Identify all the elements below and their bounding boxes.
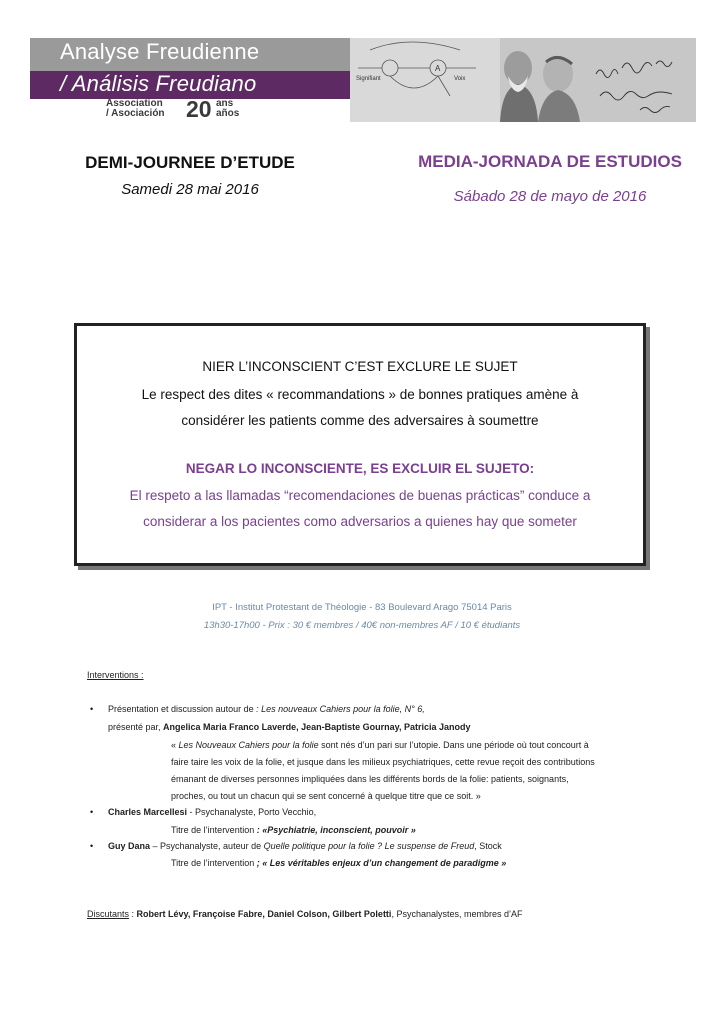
item1-presented-by: présenté par, (108, 722, 164, 732)
anniversary-number: 20 (186, 96, 212, 122)
theme-line-es-1: El respeto a las llamadas “recomendaciones de buenas prácticas” conduce a (129, 488, 591, 503)
diagram-label-a: A (435, 64, 441, 73)
venue-hours-price: 13h30-17h00 - Prix : 30 € membres / 40€ non-membres AF / 10 € étudiants (203, 620, 521, 631)
item3-name: Guy Dana (108, 841, 151, 851)
item3-desc: – Psychanalyste, auteur de (150, 841, 264, 851)
discutants-names: Robert Lévy, Françoise Fabre, Daniel Colson, Gilbert Poletti (136, 909, 392, 919)
diagram-label-signifiant: Signifiant (356, 76, 381, 82)
years-fr: ans (216, 98, 234, 109)
bullet-2: • (90, 807, 94, 817)
item3-title-line (171, 858, 506, 868)
association-fr: Association (106, 98, 163, 109)
item3-title-label: Titre de l’intervention (171, 858, 257, 868)
banner-association (106, 99, 165, 119)
discutants-sep: : (129, 909, 137, 919)
venue-address: IPT - Institut Protestant de Théologie - 83 Boulevard Arago 75014 Paris (212, 602, 512, 613)
quote-journal-title: Les Nouveaux Cahiers pour la folie (178, 740, 319, 750)
theme-heading-es: NEGAR LO INCONSCIENTE, ES EXCLUIR EL SUJETO: (185, 461, 535, 476)
title-es: MEDIA-JORNADA DE ESTUDIOS (418, 152, 682, 171)
theme-box (74, 323, 646, 566)
item3-book: Quelle politique pour la folie ? Le suspense de Freud (263, 841, 475, 851)
item1-intro-text: Présentation et discussion autour de (108, 704, 257, 714)
discutants-line (87, 909, 522, 919)
association-es: / Asociación (106, 108, 165, 119)
interventions-label: Interventions : (87, 670, 144, 680)
item3-title: ; « Les véritables enjeux d’un changement de paradigme » (256, 858, 507, 868)
item1-presenter-names: Angelica Maria Franco Laverde, Jean-Baptiste Gournay, Patricia Janody (163, 722, 471, 732)
bullet-3: • (90, 841, 94, 851)
item1-book-title: : Les nouveaux Cahiers pour la folie, N° 6, (256, 704, 425, 714)
title-fr: DEMI-JOURNEE D’ETUDE (85, 153, 295, 172)
item3-publisher: , Stock (474, 841, 502, 851)
item2-title: : «Psychiatrie, inconscient, pouvoir » (256, 825, 416, 835)
item1-quote-line-3: émanant de diverses personnes impliquées dans les différents bords de la folie: patients, soignants, (171, 774, 569, 784)
date-fr: Samedi 28 mai 2016 (121, 181, 259, 198)
banner-title-fr: Analyse Freudienne (60, 39, 260, 64)
quote-text-1: sont nés d’un pari sur l’utopie. Dans une période où tout concourt à (318, 740, 589, 750)
discutants-rest: , Psychanalystes, membres d’AF (391, 909, 523, 919)
item2-name: Charles Marcellesi (108, 807, 188, 817)
quote-open: « (171, 740, 179, 750)
bullet-1: • (90, 704, 94, 714)
theme-line-fr-1: Le respect des dites « recommandations » de bonnes pratiques amène à (141, 387, 579, 402)
theme-heading-fr: NIER L’INCONSCIENT C’EST EXCLURE LE SUJET (202, 359, 518, 374)
years-es: años (216, 108, 240, 119)
banner-collage-image (350, 38, 696, 122)
item1-quote-line-1 (171, 740, 589, 750)
discutants-label: Discutants (87, 909, 130, 919)
item2-speaker (108, 807, 316, 817)
diagram-label-voix: Voix (454, 76, 466, 82)
item2-desc: - Psychanalyste, Porto Vecchio, (187, 807, 317, 817)
header-banner (30, 38, 696, 122)
banner-title-es: / Análisis Freudiano (60, 71, 257, 96)
theme-line-es-2: considerar a los pacientes como adversarios a quienes hay que someter (143, 514, 577, 529)
item1-quote-line-4: proches, ou tout un chacun qui se sent concerné à quelque titre que ce soit. » (171, 791, 481, 801)
item1-quote-line-2: faire taire les voix de la folie, et jusque dans les milieux psychiatriques, cette revue reçoit des contributions (171, 757, 595, 767)
item3-speaker (108, 841, 502, 851)
item2-title-label: Titre de l’intervention (171, 825, 257, 835)
item1-presenters (108, 722, 470, 732)
item1-intro (108, 704, 425, 714)
date-es: Sábado 28 de mayo de 2016 (453, 188, 647, 205)
anniversary-years (216, 99, 239, 119)
item2-title-line (171, 825, 416, 835)
theme-line-fr-2: considérer les patients comme des adversaires à soumettre (181, 413, 539, 428)
